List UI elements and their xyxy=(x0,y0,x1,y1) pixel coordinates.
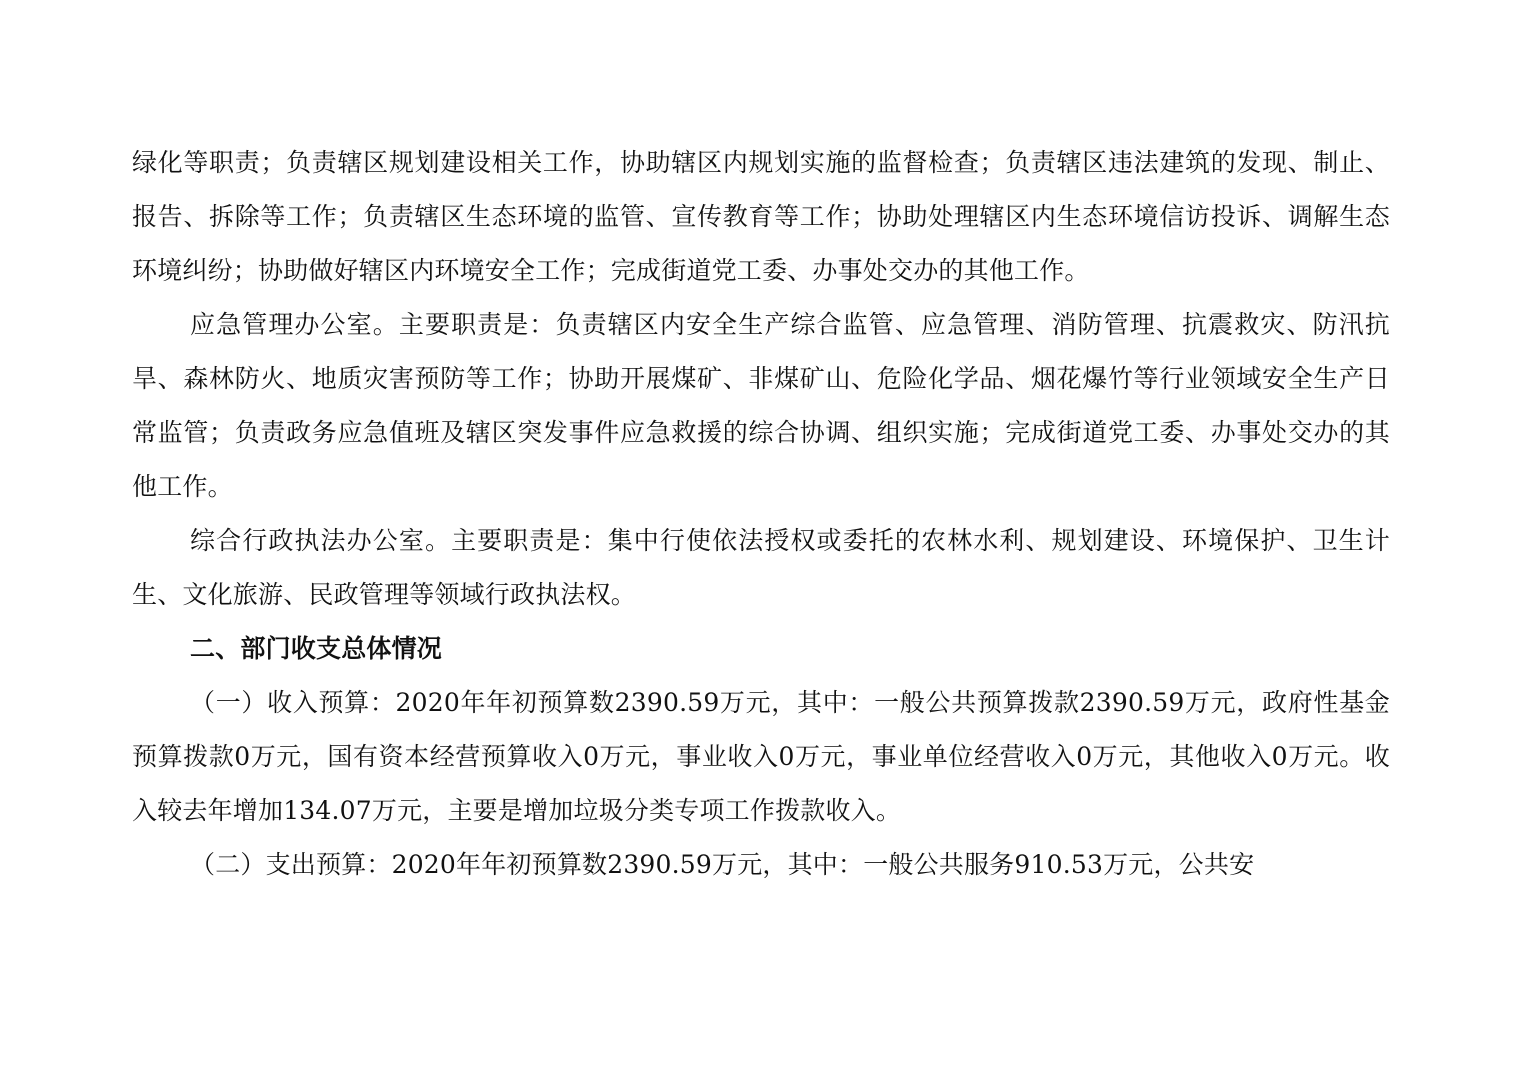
section-heading: 二、部门收支总体情况 xyxy=(190,634,443,663)
document-body xyxy=(132,136,1390,892)
paragraph-law-enforcement-office: 综合行政执法办公室。主要职责是：集中行使依法授权或委托的农林水利、规划建设、环境保护、卫生计生、文化旅游、民政管理等领域行政执法权。 xyxy=(132,526,1390,609)
paragraph-income-budget: （一）收入预算：2020年年初预算数2390.59万元，其中：一般公共预算拨款2390.59万元，政府性基金预算拨款0万元，国有资本经营预算收入0万元，事业收入0万元，事业单位经营收入0万元，其他收入0万元。收入较去年增加134.07万元，主要是增加垃圾分类专项工作拨款收入。 xyxy=(132,688,1390,825)
paragraph-expenditure-budget: （二）支出预算：2020年年初预算数2390.59万元，其中：一般公共服务910.53万元，公共安 xyxy=(190,850,1255,879)
paragraph-greening-duties: 绿化等职责；负责辖区规划建设相关工作，协助辖区内规划实施的监督检查；负责辖区违法建筑的发现、制止、报告、拆除等工作；负责辖区生态环境的监管、宣传教育等工作；协助处理辖区内生态环境信访投诉、调解生态环境纠纷；协助做好辖区内环境安全工作；完成街道党工委、办事处交办的其他工作。 xyxy=(132,148,1390,285)
paragraph-emergency-office: 应急管理办公室。主要职责是：负责辖区内安全生产综合监管、应急管理、消防管理、抗震救灾、防汛抗旱、森林防火、地质灾害预防等工作；协助开展煤矿、非煤矿山、危险化学品、烟花爆竹等行业领域安全生产日常监管；负责政务应急值班及辖区突发事件应急救援的综合协调、组织实施；完成街道党工委、办事处交办的其他工作。 xyxy=(132,310,1390,501)
